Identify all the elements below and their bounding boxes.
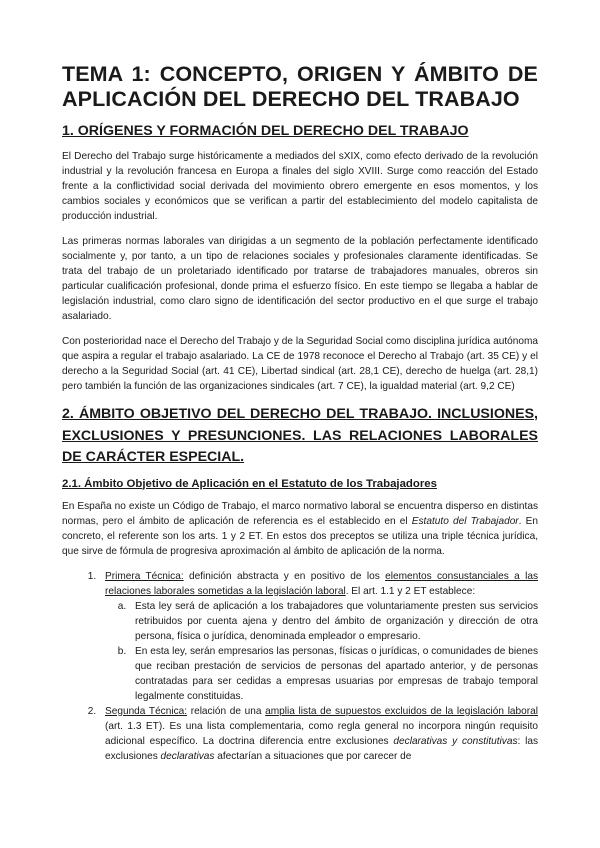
- subsection-2-1-intro: [62, 499, 538, 559]
- list-item-segunda-tecnica: [99, 704, 538, 764]
- intro-text-a: En España no existe un Código de Trabajo, el marco normativo laboral se encuentra disperso en distintas normas, pero el ámbito de aplicación de referencia es el establecido en el: [62, 500, 538, 527]
- segunda-tecnica-text-d: afectarían a situaciones que por carecer de: [214, 750, 412, 762]
- list-item-primera-tecnica: [99, 569, 538, 704]
- section-1-paragraph-3: Con posterioridad nace el Derecho del Trabajo y de la Seguridad Social como disciplina jurídica autónoma que aspira a regular el trabajo asalariado. La CE de 1978 reconoce el Derecho al Trabajo (art. 35 CE) y el derecho a la Seguridad Social (art. 41 CE), Libertad sindical (art. 28,1 CE), derecho de huelga (art. 28,1) pero también la función de las organizaciones sindicales (art. 7 CE), la igualdad material (art. 9,2 CE): [62, 336, 538, 392]
- sub-item-b: b. En esta ley, serán empresarios las personas, físicas o jurídicas, o comunidades de bienes que reciban prestación de servicios de personas del apartado anterior, y de personas contratadas para ser cedidas a empresas usuarias por empresas de trabajo temporal legalmente constituidas.: [129, 644, 538, 704]
- section-1-heading: 1. ORÍGENES Y FORMACIÓN DEL DERECHO DEL TRABAJO: [62, 123, 469, 139]
- segunda-tecnica-text-b: (art. 1.3 ET). Es una lista complementaria, como regla general no incorpora ningún requisito adicional específico. La doctrina diferencia entre exclusiones: [105, 720, 538, 747]
- primera-tecnica-label: Primera Técnica:: [105, 570, 184, 582]
- primera-tecnica-sublist: [105, 599, 538, 704]
- sub-item-a: a. Esta ley será de aplicación a los trabajadores que voluntariamente presten sus servicios retribuidos por cuenta ajena y dentro del ámbito de organización y dirección de otra persona, física o jurídica, denominada empleador o empresario.: [129, 599, 538, 644]
- segunda-tecnica-text-c: : las exclusiones: [105, 735, 539, 762]
- document-title: TEMA 1: CONCEPTO, ORIGEN Y ÁMBITO DE APLICACIÓN DEL DERECHO DEL TRABAJO: [62, 62, 538, 111]
- segunda-tecnica-text-a: relación de una: [187, 705, 266, 717]
- segunda-tecnica-underlined: amplia lista de supuestos excluidos de la legislación laboral: [265, 705, 538, 717]
- subsection-2-1-heading: 2.1. Ámbito Objetivo de Aplicación en el Estatuto de los Trabajadores: [62, 477, 437, 490]
- techniques-list: [62, 569, 538, 764]
- segunda-tecnica-emphasis-1: declarativas y constitutivas: [393, 735, 518, 747]
- section-1-paragraph-1: El Derecho del Trabajo surge históricamente a mediados del sXIX, como efecto derivado de la revolución industrial y la revolución francesa en Europa a finales del siglo XVIII. Surge como reacción del Estado frente a la conflictividad social derivada del movimiento obrero emergente en esos momentos, y los cambios sociales y económicos que se verifican a partir del establecimiento del modelo capitalista de producción industrial.: [62, 151, 538, 222]
- segunda-tecnica-emphasis-2: declarativas: [160, 750, 215, 762]
- intro-emphasis: Estatuto del Trabajador: [411, 515, 519, 527]
- primera-tecnica-text-b: . El art. 1.1 y 2 ET establece:: [345, 585, 476, 597]
- section-2-heading: 2. ÁMBITO OBJETIVO DEL DERECHO DEL TRABAJO. INCLUSIONES, EXCLUSIONES Y PRESUNCIONES. LAS RELACIONES LABORALES DE CARÁCTER ESPECIAL.: [62, 406, 538, 465]
- segunda-tecnica-label: Segunda Técnica:: [105, 705, 188, 717]
- primera-tecnica-text-a: definición abstracta y en positivo de los: [183, 570, 386, 582]
- section-1-paragraph-2: Las primeras normas laborales van dirigidas a un segmento de la población perfectamente identificado socialmente y, por tanto, a un tipo de relaciones sociales y profesionales claramente identificadas. Se trata del trabajo de un proletariado identificado por tratarse de trabajadores manuales, obreros sin particular cualificación profesional, donde prima el esfuerzo físico. En este tiempo se llegaba a hablar de legislación industrial, como claro signo de identificación del sector productivo en el que surge el trabajo asalariado.: [62, 236, 538, 322]
- primera-tecnica-underlined: elementos consustanciales a las relaciones laborales sometidas a la legislación laboral: [105, 570, 538, 597]
- intro-text-b: . En concreto, el referente son los arts. 1 y 2 ET. En estos dos preceptos se utiliza una triple técnica jurídica, que sirve de fórmula de progresiva aproximación al ámbito de aplicación de la norma.: [62, 515, 538, 557]
